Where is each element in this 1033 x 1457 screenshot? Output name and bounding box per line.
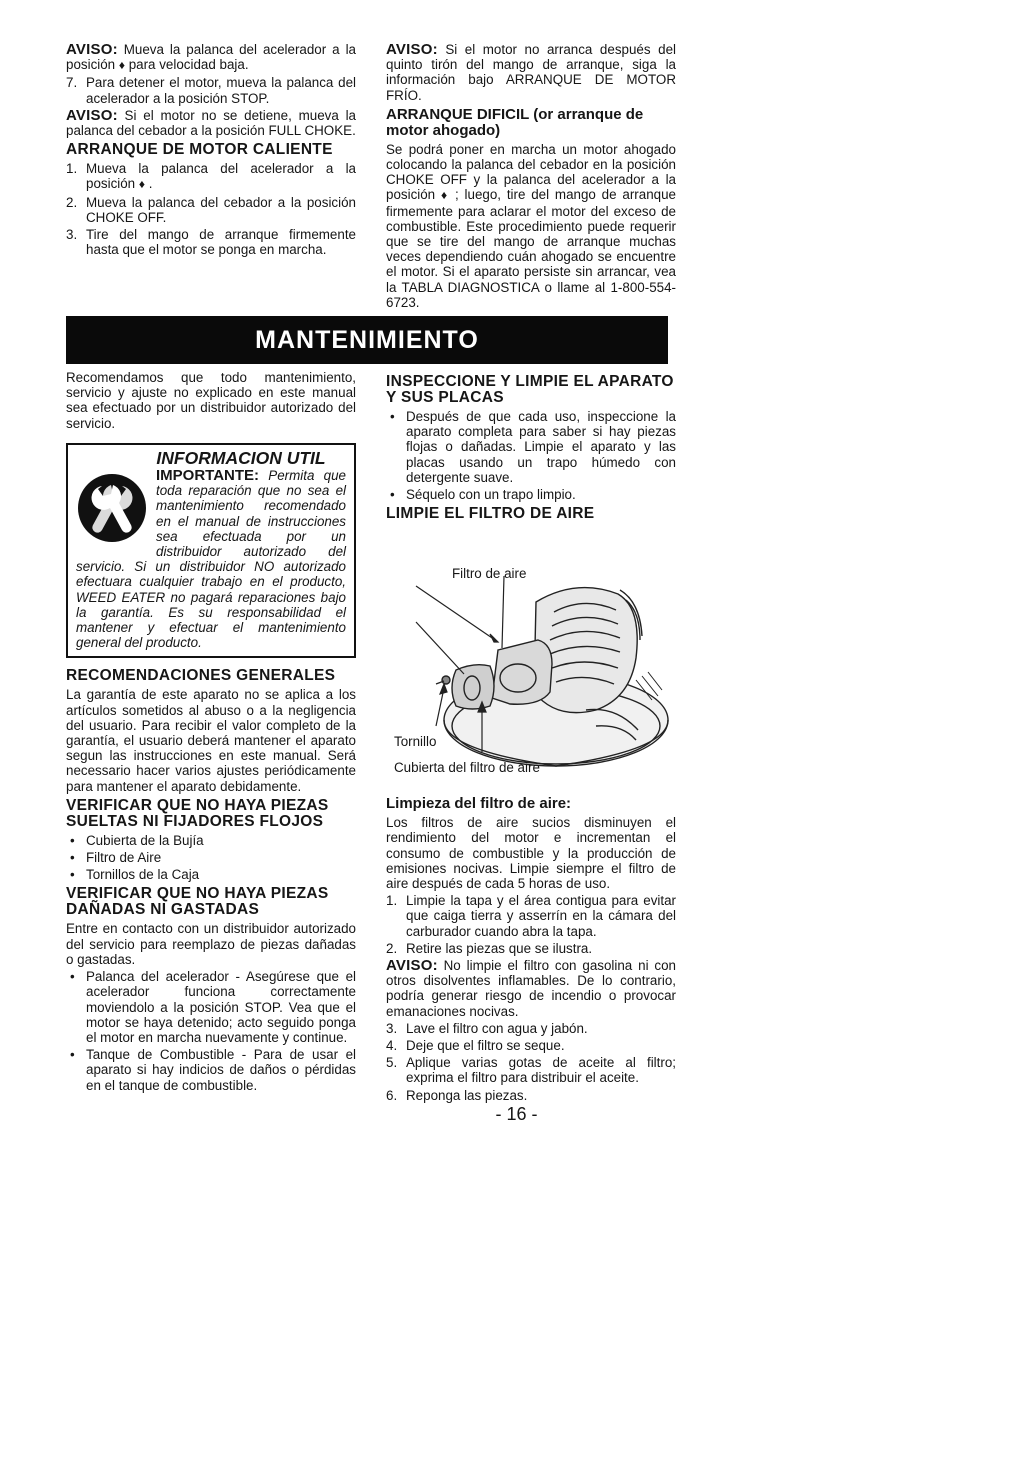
inspect-list: [386, 409, 676, 502]
damaged-parts-heading: VERIFICAR QUE NO HAYA PIEZAS DAÑADAS NI GASTADAS: [66, 885, 329, 919]
general-text: La garantía de este aparato no se aplica a los artículos sometidos al abuso o a la negligencia del usuario. Para recibir el valor completo de la garantía, el usuario deberá mantener el aparato segun las instrucciones en este manual. Será necessario hacer varios ajustes periódicamente para mantener el aparato debidamente.: [66, 687, 356, 794]
step-text: Mueva la palanca del acelerador a la posición: [86, 161, 356, 192]
aviso-label: AVISO:: [386, 957, 438, 975]
cleaning-heading: Limpieza del filtro de aire:: [386, 795, 572, 813]
page-number: - 16 -: [495, 1104, 538, 1124]
step-text: Mueva la palanca del cebador a la posición CHOKE OFF.: [86, 194, 356, 225]
bottom-right-column: [386, 370, 676, 1105]
hard-start-text: [386, 142, 676, 310]
info-box-title: INFORMACION UTIL: [156, 447, 326, 468]
cover-label: Cubierta del filtro de aire: [394, 760, 540, 776]
important-label: IMPORTANTE:: [156, 467, 260, 485]
step-text: Tire del mango de arranque firmemente hasta que el motor se ponga en marcha.: [86, 227, 356, 258]
step-text: Aplique varias gotas de aceite al filtro; exprima el filtro para distribuir el aceite.: [406, 1055, 676, 1086]
screw-label: Tornillo: [394, 734, 437, 750]
top-right-column: [386, 42, 676, 312]
info-box: [66, 443, 356, 659]
step-number: 3.: [66, 227, 78, 243]
cleaning-steps-a: [386, 893, 676, 956]
list-item: [386, 1021, 676, 1036]
step-number: 3.: [386, 1020, 398, 1036]
stop-steps: [66, 75, 356, 105]
paragraph-text: Se podrá poner en marcha un motor ahogado colocando la palanca del cebador en la posición CHOKE OFF y la palanca del acelerador a la posición: [386, 141, 676, 203]
step-number: 7.: [66, 75, 78, 91]
aviso-label: AVISO:: [66, 106, 118, 124]
warm-start-heading: ARRANQUE DE MOTOR CALIENTE: [66, 141, 333, 159]
step-number: 4.: [386, 1038, 398, 1054]
list-item: • Cubierta de la Bujía: [66, 833, 356, 848]
aviso-choke: [66, 108, 356, 138]
important-text: Permita que toda reparación que no sea el mantenimiento recomendado en el manual de instrucciones sea efectuada por un distribuidor autorizado del servicio. Si un distribuidor NO autorizado efectuara cualquier trabajo en el producto, WEED EATER no pagará reparaciones bajo la garantía. Es su responsabilidad el mantener y efectuar el mantenimiento general del producto.: [76, 468, 346, 651]
aviso-text: No limpie el filtro con gasolina ni con otros disolventes inflamables. De lo contrario, podría generar riesgo de incendio o provocar emanaciones nocivas.: [386, 958, 676, 1019]
loose-parts-heading: VERIFICAR QUE NO HAYA PIEZAS SUELTAS NI FIJADORES FLOJOS: [66, 796, 329, 830]
air-filter-figure: [386, 530, 676, 790]
list-item: [66, 75, 356, 105]
list-item: [66, 161, 356, 192]
aviso-text: Si el motor no se detiene, mueva la palanca del cebador a la posición FULL CHOKE.: [66, 107, 356, 139]
loose-parts-list: [66, 833, 356, 883]
engine-illustration: [386, 530, 676, 790]
filter-label: Filtro de aire: [452, 566, 527, 582]
throttle-icon: ♦: [138, 177, 145, 192]
section-banner: [66, 316, 668, 364]
hard-start-heading: ARRANQUE DIFICIL (or arranque de motor ahogado): [386, 105, 644, 139]
step-number: 5.: [386, 1055, 398, 1071]
step-number: 2.: [386, 940, 398, 956]
list-item: [386, 893, 676, 939]
aviso-text: Si el motor no arranca después del quinto tirón del mango de arranque, siga la información bajo ARRANQUE DE MOTOR FRÍO.: [386, 42, 676, 103]
list-item: • Filtro de Aire: [66, 850, 356, 865]
cleaning-text: Los filtros de aire sucios disminuyen el rendimiento del motor e incrementan el consumo de combustible y la producción de emisiones nocivas. Limpie siempre el filtro de aire después de cada 5 horas de uso.: [386, 815, 676, 892]
list-item: [386, 1055, 676, 1085]
list-item: [386, 941, 676, 956]
aviso-label: AVISO:: [386, 41, 438, 58]
throttle-icon: ♦: [440, 188, 450, 203]
step-text: Lave el filtro con agua y jabón.: [406, 1020, 588, 1036]
banner-title: MANTENIMIENTO: [255, 325, 479, 354]
step-text: Deje que el filtro se seque.: [406, 1038, 565, 1054]
step-number: 6.: [386, 1087, 398, 1103]
step-text: Para detener el motor, mueva la palanca del acelerador a la posición STOP.: [86, 75, 356, 106]
maintenance-intro: Recomendamos que todo mantenimiento, servicio y ajuste no explicado en este manual sea efectuado por un distribuidor autorizado del servicio.: [66, 370, 356, 431]
air-filter-heading: LIMPIE EL FILTRO DE AIRE: [386, 505, 595, 523]
list-item: • Tanque de Combustible - Para de usar el aparato si hay indicios de daños o pérdidas en el tanque de combustible.: [66, 1047, 356, 1093]
aviso-text: Mueva la palanca del acelerador a la posición: [66, 42, 356, 73]
wrench-icon: [76, 472, 148, 544]
aviso-fifth-pull: [386, 42, 676, 103]
cleaning-steps-b: [386, 1021, 676, 1103]
list-item: • Después de que cada uso, inspeccione la aparato completa para saber si hay piezas flojas o dañadas. Limpie el aparato y las placas usando un trapo húmedo con detergente suave.: [386, 409, 676, 485]
aviso-throttle-low: [66, 42, 356, 73]
aviso-label: AVISO:: [66, 41, 118, 58]
list-item: [386, 1038, 676, 1053]
list-item: • Séquelo con un trapo limpio.: [386, 487, 676, 502]
slow-speed-icon: ♦: [118, 58, 125, 73]
step-text-after: .: [144, 176, 153, 192]
damaged-parts-list: [66, 969, 356, 1093]
aviso-solvents: [386, 958, 676, 1019]
step-number: 2.: [66, 194, 78, 210]
damaged-parts-text: Entre en contacto con un distribuidor autorizado del servicio para reemplazo de piezas dañadas o gastadas.: [66, 921, 356, 967]
list-item: • Palanca del acelerador - Asegúrese que el acelerador funciona correctamente moviendolo a la posición STOP. Vea que el motor se haya detenido; acto seguido ponga el motor en marcha nuevamente y continue.: [66, 969, 356, 1045]
inspect-heading: INSPECCIONE Y LIMPIE EL APARATO Y SUS PLACAS: [386, 373, 674, 406]
list-item: • Tornillos de la Caja: [66, 867, 356, 882]
list-item: [386, 1088, 676, 1103]
step-number: 1.: [386, 893, 398, 909]
aviso-text: para velocidad baja.: [124, 57, 249, 73]
paragraph-text: ; luego, tire del mango de arranque firmemente para aclarar el motor del exceso de combustible. Este procedimiento puede requerir que se tire del mango de arranque muchas veces dependiendo cuán ahogado se encuentre el motor. Si el aparato persiste sin arrancar, vea la TABLA DIAGNOSTICA o llame al 1-800-554-6723.: [386, 187, 676, 310]
bottom-left-column: [66, 370, 356, 1095]
list-item: [66, 195, 356, 225]
step-text: Retire las piezas que se ilustra.: [406, 940, 593, 956]
step-number: 1.: [66, 161, 78, 177]
warm-start-steps: [66, 161, 356, 257]
top-left-column: [66, 42, 356, 259]
list-item: [66, 227, 356, 257]
general-heading: RECOMENDACIONES GENERALES: [66, 667, 336, 685]
step-text: Limpie la tapa y el área contigua para evitar que caiga tierra y asserrín en la cámara del carburador cuando abra la tapa.: [406, 893, 676, 939]
step-text: Reponga las piezas.: [406, 1087, 528, 1103]
